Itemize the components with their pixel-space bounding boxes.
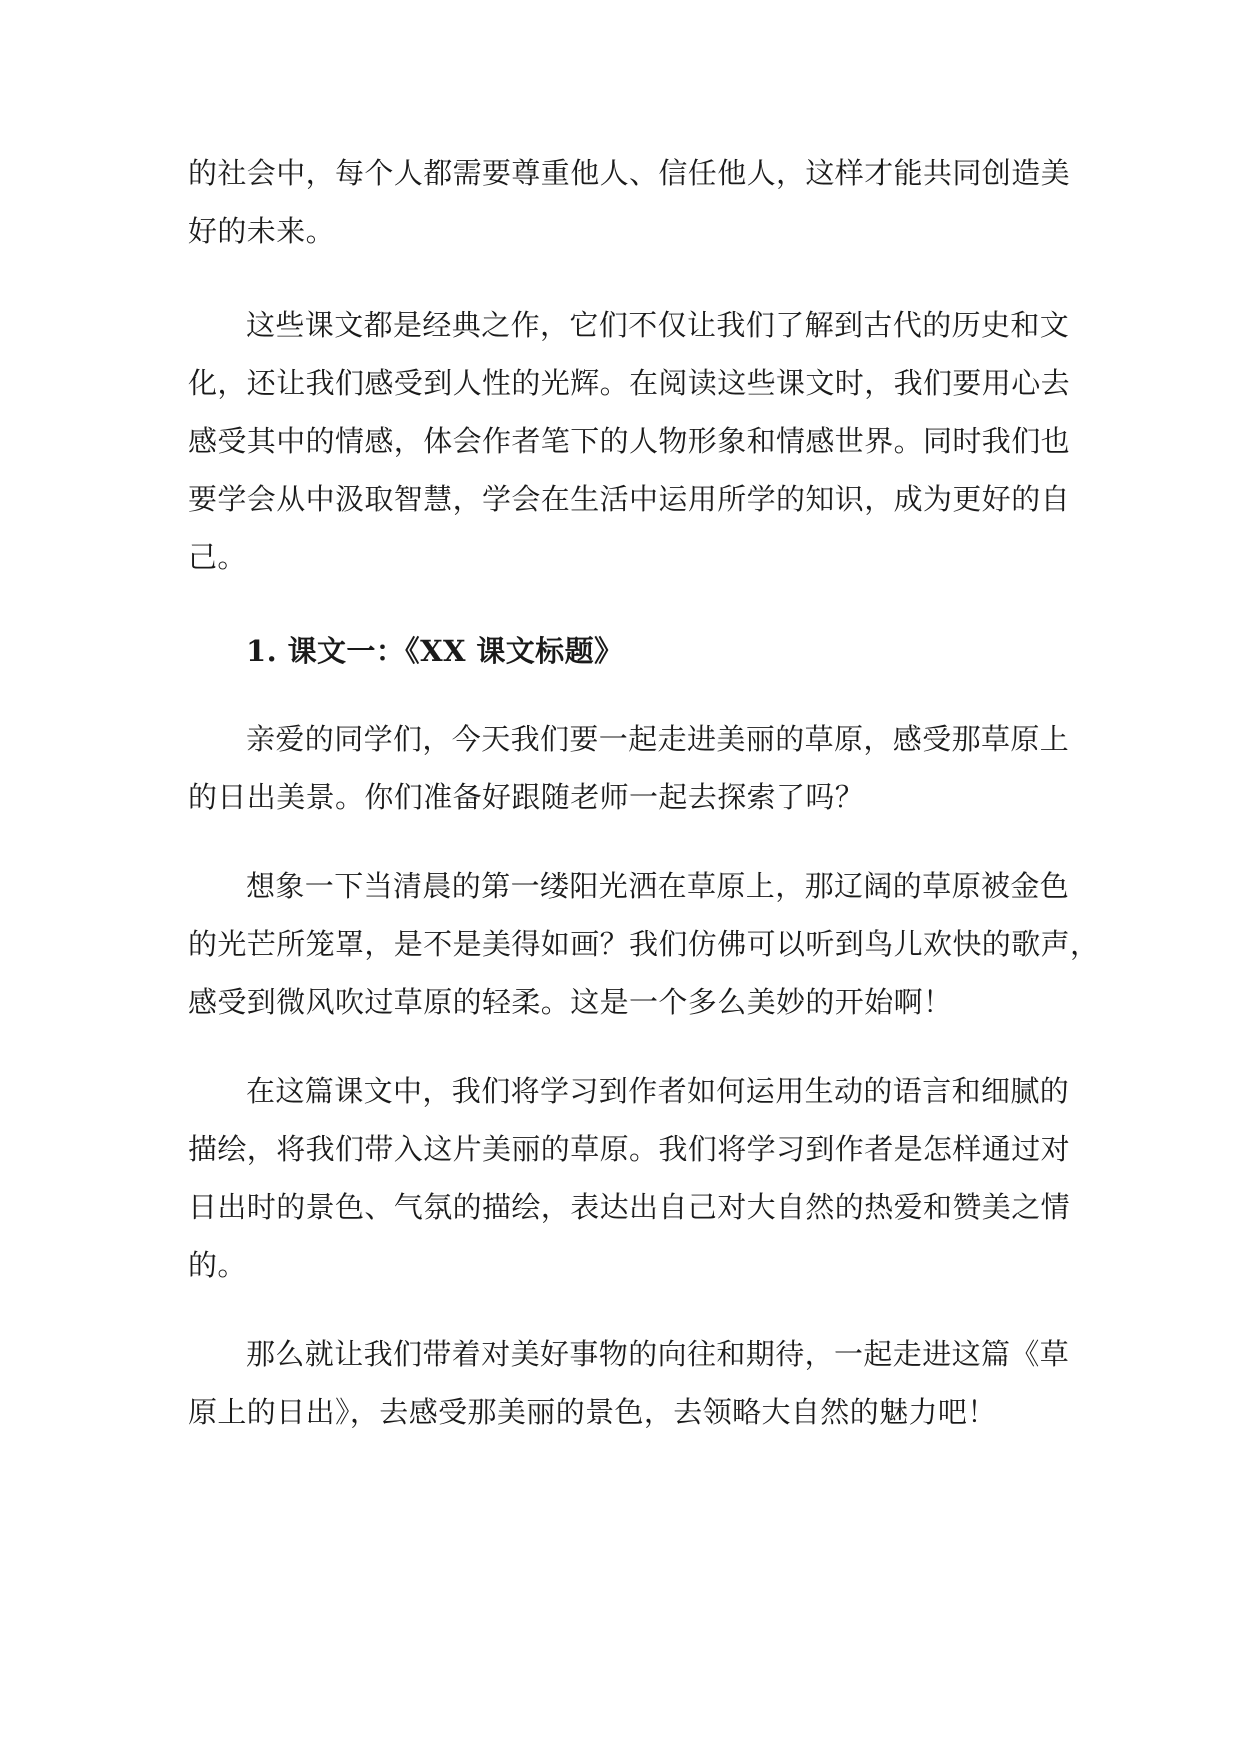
body-text-line: 好的未来。 [188,214,336,248]
paragraph-first-line: 在这篇课文中，我们将学习到作者如何运用生动的语言和细腻的 [246,1074,1070,1108]
section-heading: 1. 课文一：《XX 课文标题》 [246,634,624,668]
paragraph-first-line: 那么就让我们带着对美好事物的向往和期待，一起走进这篇《草 [246,1337,1070,1371]
body-text-line: 己。 [188,540,247,574]
body-text-line: 的。 [188,1248,247,1282]
body-text-line: 描绘，将我们带入这片美丽的草原。我们将学习到作者是怎样通过对 [188,1132,1071,1166]
body-text-line: 感受其中的情感，体会作者笔下的人物形象和情感世界。同时我们也 [188,424,1071,458]
body-text-line: 的日出美景。你们准备好跟随老师一起去探索了吗？ [188,780,865,814]
body-text-line: 原上的日出》，去感受那美丽的景色，去领略大自然的魅力吧！ [188,1395,997,1429]
body-text-line: 化，还让我们感受到人性的光辉。在阅读这些课文时，我们要用心去 [188,366,1071,400]
paragraph-first-line: 这些课文都是经典之作，它们不仅让我们了解到古代的历史和文 [246,308,1070,342]
body-text-line: 要学会从中汲取智慧，学会在生活中运用所学的知识，成为更好的自 [188,482,1071,516]
paragraph-first-line: 亲爱的同学们，今天我们要一起走进美丽的草原，感受那草原上 [246,722,1070,756]
body-text-line: 日出时的景色、气氛的描绘，表达出自己对大自然的热爱和赞美之情 [188,1190,1071,1224]
body-text-line: 的社会中，每个人都需要尊重他人、信任他人，这样才能共同创造美 [188,156,1071,190]
body-text-line: 感受到微风吹过草原的轻柔。这是一个多么美妙的开始啊！ [188,985,953,1019]
paragraph-first-line: 想象一下当清晨的第一缕阳光洒在草原上，那辽阔的草原被金色 [246,869,1070,903]
body-text-line: 的光芒所笼罩，是不是美得如画？我们仿佛可以听到鸟儿欢快的歌声， [188,927,1100,961]
